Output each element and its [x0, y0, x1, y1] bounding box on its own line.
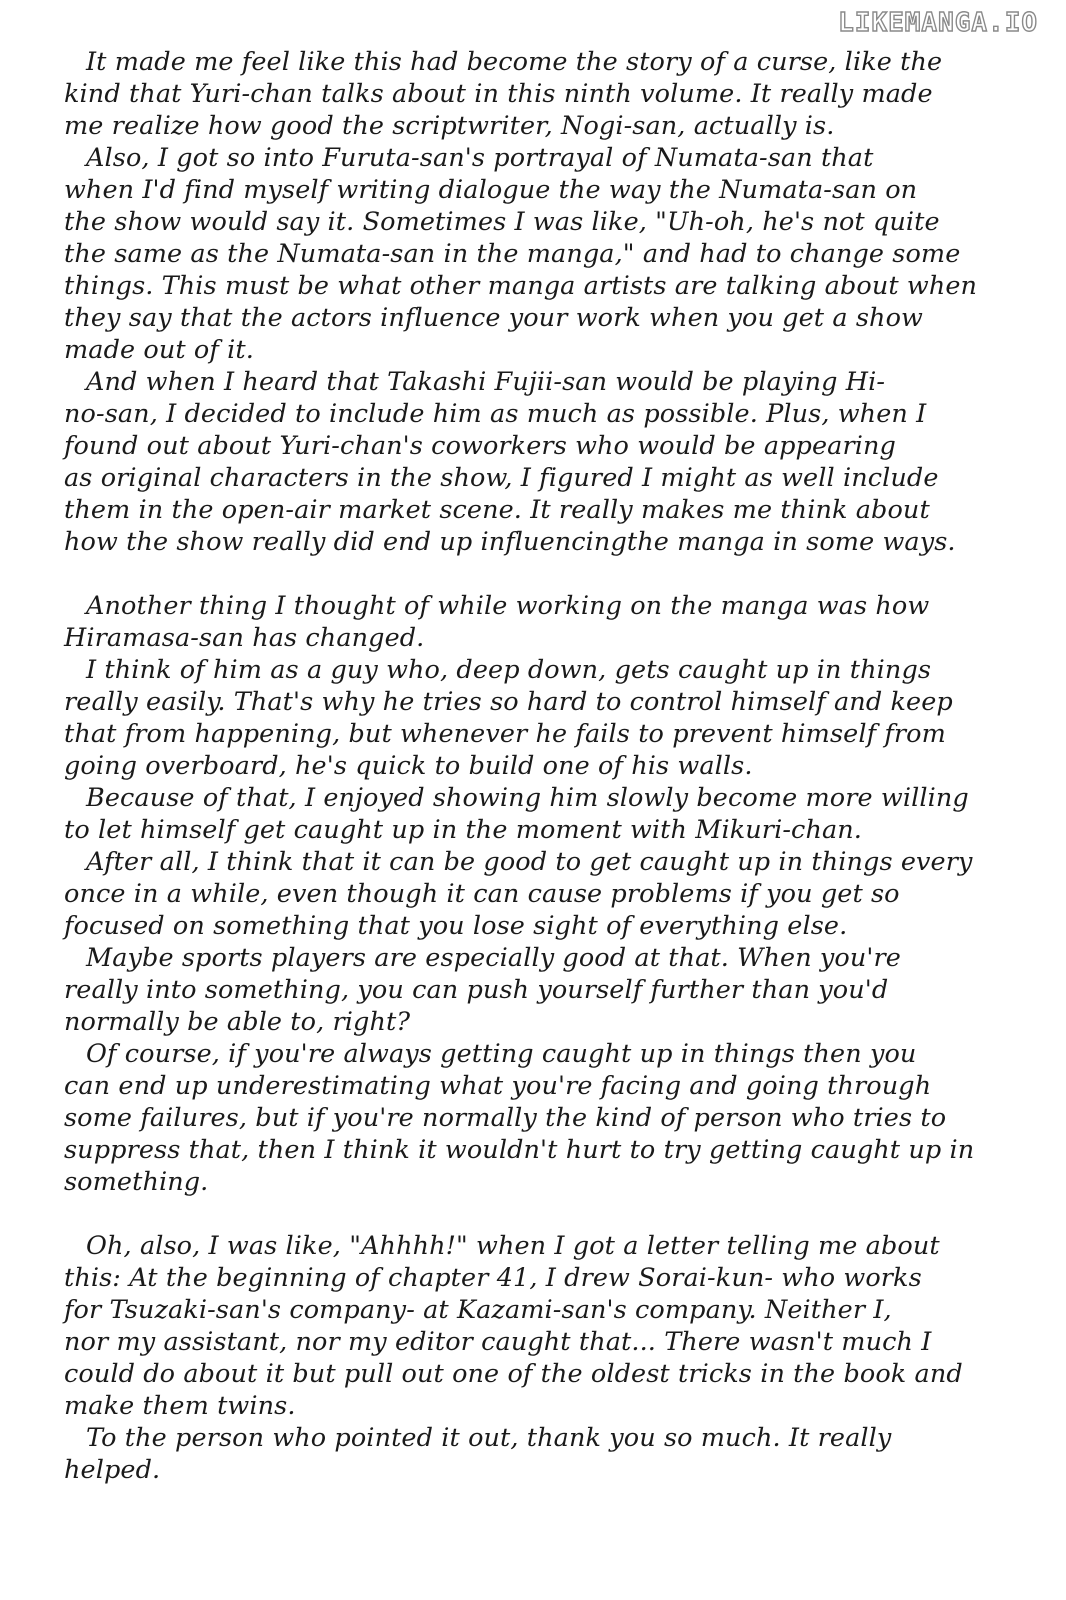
- text-line: things. This must be what other manga artists are talking about when: [64, 271, 978, 301]
- text-line: kind that Yuri-chan talks about in this ninth volume. It really made: [64, 79, 933, 109]
- text-line: as original characters in the show, I figured I might as well include: [64, 463, 939, 493]
- text-line: Of course, if you're always getting caught up in things then you: [86, 1039, 917, 1069]
- text-line: focused on something that you lose sight of everything else.: [64, 911, 848, 941]
- text-line: can end up underestimating what you're facing and going through: [64, 1071, 932, 1101]
- section-3: [64, 1230, 984, 1486]
- text-line: helped.: [64, 1455, 161, 1485]
- text-line: I think of him as a guy who, deep down, gets caught up in things: [86, 655, 932, 685]
- text-line: when I'd find myself writing dialogue the way the Numata-san on: [64, 175, 918, 205]
- text-line: them in the open-air market scene. It really makes me think about: [64, 495, 930, 525]
- text-line: To the person who pointed it out, thank you so much. It really: [86, 1423, 892, 1453]
- text-line: to let himself get caught up in the moment with Mikuri-chan.: [64, 815, 862, 845]
- section-1: [64, 46, 984, 558]
- text-line: me realize how good the scriptwriter, Nogi-san, actually is.: [64, 111, 835, 141]
- text-line: nor my assistant, nor my editor caught that... There wasn't much I: [64, 1327, 932, 1357]
- text-line: normally be able to, right?: [64, 1007, 411, 1037]
- text-line: Hiramasa-san has changed.: [64, 623, 425, 653]
- text-line: made out of it.: [64, 335, 254, 365]
- text-line: Oh, also, I was like, "Ahhhh!" when I got a letter telling me about: [86, 1231, 940, 1261]
- text-line: Another thing I thought of while working on the manga was how: [86, 591, 930, 621]
- text-line: for Tsuzaki-san's company- at Kazami-san's company. Neither I,: [64, 1295, 892, 1325]
- text-line: Maybe sports players are especially good at that. When you're: [86, 943, 902, 973]
- text-line: going overboard, he's quick to build one of his walls.: [64, 751, 753, 781]
- text-line: they say that the actors influence your work when you get a show: [64, 303, 923, 333]
- text-line: this: At the beginning of chapter 41, I drew Sorai-kun- who works: [64, 1263, 922, 1293]
- afterword-page: [64, 46, 984, 1486]
- text-line: found out about Yuri-chan's coworkers who would be appearing: [64, 431, 896, 461]
- text-line: And when I heard that Takashi Fujii-san would be playing Hi-: [86, 367, 886, 397]
- text-line: something.: [64, 1167, 209, 1197]
- text-line: that from happening, but whenever he fails to prevent himself from: [64, 719, 946, 749]
- text-line: After all, I think that it can be good to get caught up in things every: [86, 847, 973, 877]
- section-gap: [64, 1198, 984, 1230]
- text-line: make them twins.: [64, 1391, 296, 1421]
- text-line: once in a while, even though it can cause problems if you get so: [64, 879, 900, 909]
- text-line: could do about it but pull out one of the oldest tricks in the book and: [64, 1359, 963, 1389]
- text-line: really easily. That's why he tries so hard to control himself and keep: [64, 687, 953, 717]
- text-line: It made me feel like this had become the story of a curse, like the: [86, 47, 943, 77]
- text-line: Also, I got so into Furuta-san's portrayal of Numata-san that: [86, 143, 874, 173]
- section-2: [64, 590, 984, 1198]
- text-line: some failures, but if you're normally the kind of person who tries to: [64, 1103, 947, 1133]
- text-line: the show would say it. Sometimes I was like, "Uh-oh, he's not quite: [64, 207, 940, 237]
- text-line: really into something, you can push yourself further than you'd: [64, 975, 889, 1005]
- text-line: Because of that, I enjoyed showing him slowly become more willing: [86, 783, 969, 813]
- section-gap: [64, 558, 984, 590]
- text-line: how the show really did end up influencingthe manga in some ways.: [64, 527, 956, 557]
- site-watermark: LIKEMANGA.IO: [838, 8, 1038, 38]
- text-line: the same as the Numata-san in the manga," and had to change some: [64, 239, 961, 269]
- text-line: suppress that, then I think it wouldn't hurt to try getting caught up in: [64, 1135, 975, 1165]
- text-line: no-san, I decided to include him as much as possible. Plus, when I: [64, 399, 927, 429]
